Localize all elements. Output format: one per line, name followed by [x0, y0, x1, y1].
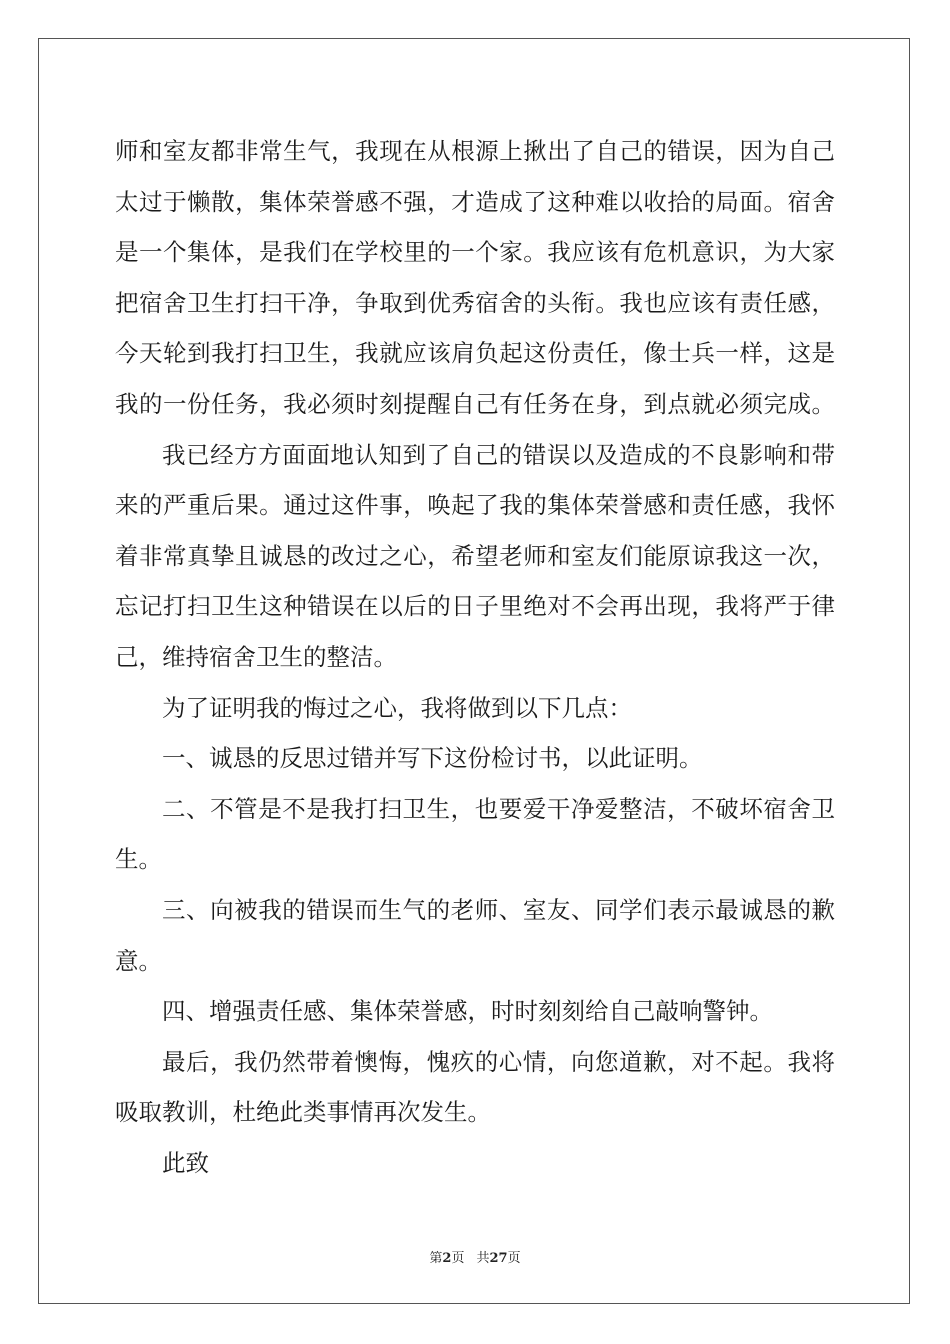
text-line: 四、增强责任感、集体荣誉感，时时刻刻给自己敲响警钟。 [162, 997, 773, 1026]
text-line: 着非常真挚且诚恳的改过之心，希望老师和室友们能原谅我这一次， [115, 541, 835, 570]
text-line: 最后，我仍然带着懊悔，愧疚的心情，向您道歉，对不起。我将 [162, 1047, 835, 1076]
text-line: 我的一份任务，我必须时刻提醒自己有任务在身，到点就必须完成。 [115, 389, 835, 418]
text-line: 生。 [115, 845, 162, 874]
text-line: 把宿舍卫生打扫干净，争取到优秀宿舍的头衔。我也应该有责任感， [115, 288, 835, 317]
text-line: 忘记打扫卫生这种错误在以后的日子里绝对不会再出现，我将严于律 [115, 592, 835, 621]
text-line: 来的严重后果。通过这件事，唤起了我的集体荣誉感和责任感，我怀 [115, 491, 835, 520]
text-line: 师和室友都非常生气，我现在从根源上揪出了自己的错误，因为自己 [115, 137, 835, 165]
page-number: 2 [442, 1251, 452, 1266]
page-label-prefix: 第 [429, 1251, 443, 1266]
total-pages: 27 [489, 1251, 508, 1266]
total-label-suffix: 页 [507, 1251, 521, 1266]
text-line: 二、不管是不是我打扫卫生，也要爱干净爱整洁，不破坏宿舍卫 [162, 794, 835, 823]
text-line: 是一个集体，是我们在学校里的一个家。我应该有危机意识，为大家 [115, 238, 835, 267]
text-line: 今天轮到我打扫卫生，我就应该肩负起这份责任，像士兵一样，这是 [115, 339, 835, 368]
page-label-suffix: 页 [451, 1251, 465, 1266]
text-line: 为了证明我的悔过之心，我将做到以下几点： [162, 693, 632, 722]
text-line: 三、向被我的错误而生气的老师、室友、同学们表示最诚恳的歉 [162, 895, 835, 924]
text-line: 意。 [115, 946, 162, 975]
text-line: 一、诚恳的反思过错并写下这份检讨书，以此证明。 [162, 744, 703, 773]
text-line: 吸取教训，杜绝此类事情再次发生。 [115, 1098, 491, 1127]
text-line: 此致 [162, 1148, 209, 1177]
page-footer [0, 1247, 950, 1266]
text-line: 太过于懒散，集体荣誉感不强，才造成了这种难以收拾的局面。宿舍 [115, 187, 835, 216]
document-body [115, 126, 835, 1188]
text-line: 己，维持宿舍卫生的整洁。 [115, 642, 397, 671]
total-label-prefix: 共 [476, 1251, 490, 1266]
text-line: 我已经方方面面地认知到了自己的错误以及造成的不良影响和带 [162, 440, 835, 469]
